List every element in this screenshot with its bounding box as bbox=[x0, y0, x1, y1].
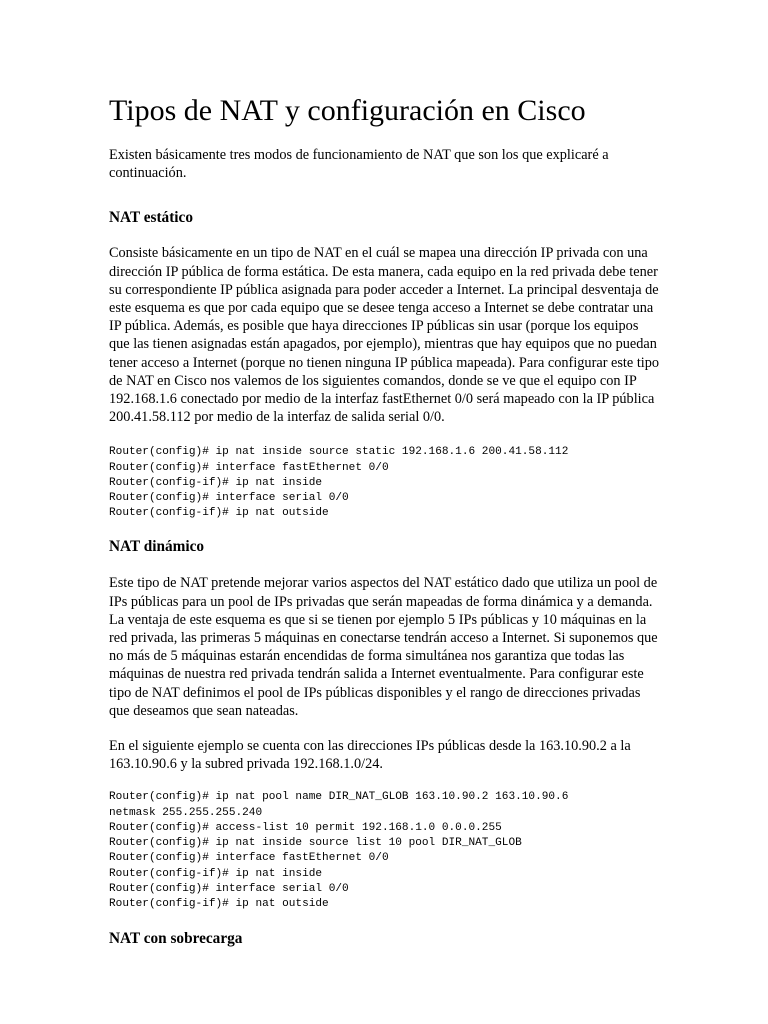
intro-paragraph: Existen básicamente tres modos de funcionamiento de NAT que son los que explicaré a continuación. bbox=[109, 147, 609, 182]
section-heading-nat-sobrecarga: NAT con sobrecarga bbox=[109, 930, 243, 948]
code-line: netmask 255.255.255.240 bbox=[109, 806, 263, 819]
code-line: Router(config)# interface fastEthernet 0/0 bbox=[109, 852, 389, 865]
document-title: Tipos de NAT y configuración en Cisco bbox=[109, 94, 586, 127]
code-line: Router(config-if)# ip nat outside bbox=[109, 507, 329, 520]
code-line: Router(config-if)# ip nat inside bbox=[109, 867, 323, 880]
section-paragraph-nat-dinamico: Este tipo de NAT pretende mejorar varios aspectos del NAT estático dado que utiliza un pool de IPs públicas para un pool de IPs privadas que serán mapeadas de forma dinámica y a demanda. La ventaja de este esquema es que si se tienen por ejemplo 5 IPs públicas y 10 máquinas en la red privada, las primeras 5 máquinas en conectarse tendrán acceso a Internet. Si suponemos que no más de 5 máquinas estarán encendidas de forma simultánea nos garantiza que todas las máquinas de nuestra red privada tendrán salida a Internet eventualmente. Para configurar este tipo de NAT definimos el pool de IPs públicas disponibles y el rango de direcciones privadas que deseamos que sean nateadas. bbox=[109, 575, 658, 719]
code-line: Router(config)# ip nat pool name DIR_NAT_GLOB 163.10.90.2 163.10.90.6 bbox=[109, 791, 569, 804]
document-page bbox=[109, 93, 661, 948]
code-block-nat-dinamico bbox=[109, 790, 661, 912]
code-line: Router(config)# interface serial 0/0 bbox=[109, 492, 349, 505]
section-paragraph-nat-dinamico-example: En el siguiente ejemplo se cuenta con las direcciones IPs públicas desde la 163.10.90.2 a la 163.10.90.6 y la subred privada 192.168.1.0/24. bbox=[109, 738, 631, 773]
section-paragraph-nat-estatico: Consiste básicamente en un tipo de NAT en el cuál se mapea una dirección IP privada con una dirección IP pública de forma estática. De esta manera, cada equipo en la red privada debe tener su correspondiente IP pública asignada para poder acceder a Internet. La principal desventaja de este esquema es que por cada equipo que se desee tenga acceso a Internet se debe contratar una IP pública. Además, es posible que haya direcciones IP públicas sin usar (porque los equipos que las tienen asignadas están apagados, por ejemplo), mientras que hay equipos que no puedan tener acceso a Internet (porque no tienen ninguna IP pública mapeada). Para configurar este tipo de NAT en Cisco nos valemos de los siguientes comandos, donde se ve que el equipo con IP 192.168.1.6 conectado por medio de la interfaz fastEthernet 0/0 será mapeado con la IP pública 200.41.58.112 por medio de la interfaz de salida serial 0/0. bbox=[109, 245, 660, 426]
code-line: Router(config)# access-list 10 permit 192.168.1.0 0.0.0.255 bbox=[109, 821, 502, 834]
code-line: Router(config-if)# ip nat outside bbox=[109, 897, 329, 910]
section-heading-nat-estatico: NAT estático bbox=[109, 209, 193, 227]
code-line: Router(config)# ip nat inside source list 10 pool DIR_NAT_GLOB bbox=[109, 837, 522, 850]
code-block-nat-estatico bbox=[109, 445, 661, 521]
code-line: Router(config-if)# ip nat inside bbox=[109, 476, 323, 489]
section-heading-nat-dinamico: NAT dinámico bbox=[109, 538, 205, 556]
code-line: Router(config)# ip nat inside source static 192.168.1.6 200.41.58.112 bbox=[109, 446, 569, 459]
code-line: Router(config)# interface fastEthernet 0/0 bbox=[109, 461, 389, 474]
code-line: Router(config)# interface serial 0/0 bbox=[109, 882, 349, 895]
